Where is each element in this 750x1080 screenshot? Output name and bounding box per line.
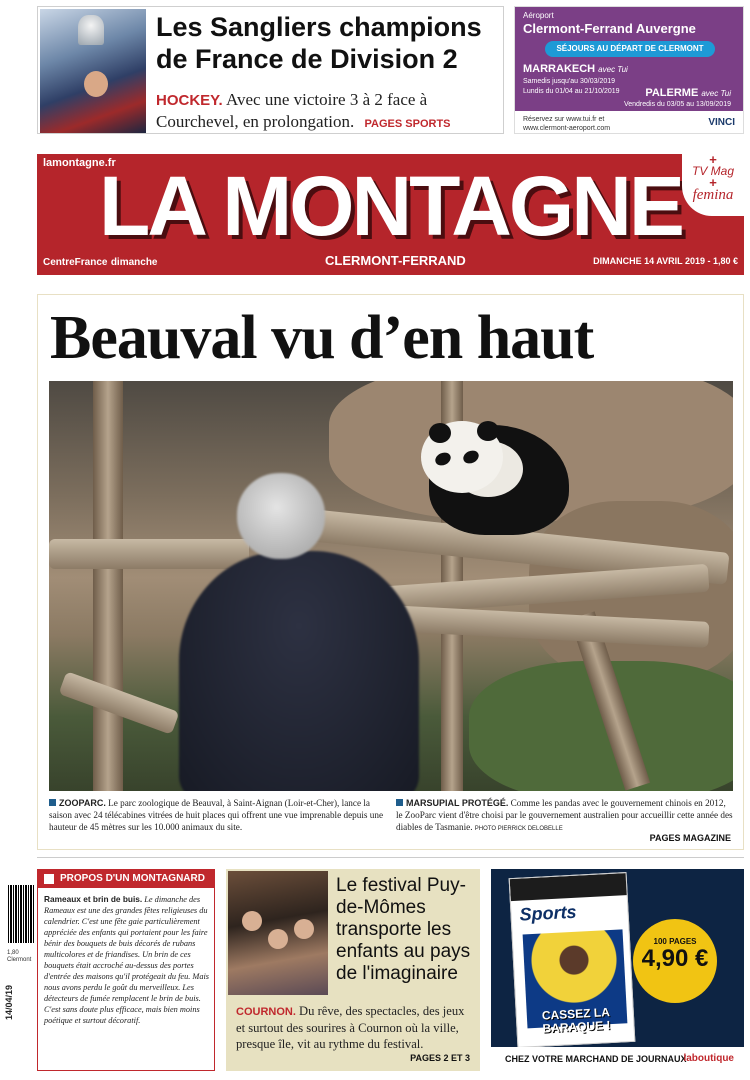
cover-headline: CASSEZ LA BARAQUE ! xyxy=(541,1005,611,1036)
caption-right-text: Comme les pandas avec le gouvernement chinois en 2012, le ZooParc vient d'être choisi par le gouvernement australien pour accueillir cette année des diables de Tasmanie. xyxy=(396,798,733,832)
ad-dest2-with: avec Tui xyxy=(701,89,731,98)
magazine-cover xyxy=(509,872,636,1048)
festival-kicker: COURNON. xyxy=(236,1006,296,1018)
ad-dest-palerme xyxy=(645,87,731,99)
festival-ref: PAGES 2 ET 3 xyxy=(410,1053,470,1063)
festival-photo xyxy=(228,871,328,995)
femina-label: femina xyxy=(692,187,734,203)
visitor-head xyxy=(237,473,325,559)
edition-city: CLERMONT-FERRAND xyxy=(325,253,466,268)
ad-dest1-dates-a: Samedis jusqu'au 30/03/2019 xyxy=(523,78,616,85)
plus-icon: + xyxy=(709,175,717,190)
top-teaser[interactable] xyxy=(37,6,504,134)
propos-column[interactable] xyxy=(37,869,215,1071)
airport-ad[interactable] xyxy=(514,6,744,134)
ad-dest1-with: avec Tui xyxy=(598,65,628,74)
festival-body xyxy=(236,1003,472,1052)
teaser-title: Les Sangliers champions de France de Division 2 xyxy=(156,12,482,74)
photo-credit: PHOTO PIERRICK DELOBELLE xyxy=(474,826,563,832)
festival-text: Du rêve, des spectacles, des jeux et surtout des sourires à Cournon où la ville, presque île, vit au rythme du festival. xyxy=(236,1004,465,1051)
caption-left-text: Le parc zoologique de Beauval, à Saint-Aignan (Loir-et-Cher), lance la saison avec 24 télécabines vitrées de huit places qui offrent une vue imprenable depuis une hauteur de 45 mètres sur les 10.000 animaux du site. xyxy=(49,798,384,832)
propos-text: Le dimanche des Rameaux est une des grandes fêtes religieuses du calendrier. C'est une fête gaie particulièrement appréciée des enfants qui portaient pour les faire bénir des bouquets de buis décorés de rubans multicolores et de friandises. Un brin de ces bouquets était accroché au-dessus des portes d'entrée des maisons qu'il protégeait du feu. Mais nous avons perdu le goût du merveilleux. Les détecteurs de fumée remplacent le brin de buis. C'est sans doute plus efficace, mais bien moins poétique et surtout décoratif. xyxy=(44,895,210,1025)
child-shape xyxy=(294,919,314,939)
panda-ear-shape xyxy=(429,423,451,443)
price-value: 4,90 € xyxy=(641,945,709,972)
panda-ear-shape xyxy=(477,421,499,441)
caption-zooparc xyxy=(49,797,387,833)
divider xyxy=(37,857,744,858)
main-headline: Beauval vu d’en haut xyxy=(50,304,594,372)
ad-dest1-dates-b: Lundis du 01/04 au 21/10/2019 xyxy=(523,88,620,95)
visitor-silhouette xyxy=(179,551,419,791)
caption-left-kicker: ZOOPARC. xyxy=(59,798,106,808)
group-suffix: dimanche xyxy=(110,257,158,268)
newspaper-title: LA MONTAGNE xyxy=(99,159,682,253)
propos-heading: PROPOS D'UN MONTAGNARD xyxy=(38,870,214,888)
plus-icon: + xyxy=(709,152,717,167)
teaser-body xyxy=(156,89,501,135)
ad-foot-line1: Réservez sur www.tui.fr et xyxy=(523,116,605,123)
caption-marsupial xyxy=(396,797,734,835)
ad-airport-small: Aéroport xyxy=(523,11,554,20)
main-ref: PAGES MAGAZINE xyxy=(649,833,731,843)
trophy-shape xyxy=(78,15,104,45)
child-shape xyxy=(242,911,262,931)
wood-post xyxy=(93,381,123,791)
edge-date: 14/04/19 xyxy=(4,984,14,1020)
bullet-square-icon xyxy=(49,799,56,806)
sports-mag-ad[interactable] xyxy=(491,869,744,1071)
supplements-badge xyxy=(682,154,744,216)
ad-dest2-name: PALERME xyxy=(645,87,699,99)
teaser-text: Avec une victoire 3 à 2 face à Courchevel, en prolongation. xyxy=(156,90,428,131)
player-face-shape xyxy=(84,71,108,97)
propos-lead: Rameaux et brin de buis. xyxy=(44,894,143,904)
barcode xyxy=(8,885,34,943)
ad-dest2-dates: Vendredis du 03/05 au 13/09/2019 xyxy=(623,101,731,108)
group-name: CentreFrance xyxy=(43,257,108,268)
edge-info xyxy=(7,950,33,964)
propos-body xyxy=(44,894,210,1026)
log-shape xyxy=(49,539,249,569)
festival-title: Le festival Puy-de-Mômes transporte les enfants au pays de l'imaginaire xyxy=(336,875,471,984)
ad-airport-name: Clermont-Ferrand Auvergne xyxy=(523,21,696,36)
masthead xyxy=(37,154,744,275)
ad-dest1-dates xyxy=(523,77,620,97)
ad-dest-marrakech xyxy=(523,63,628,75)
caption-right-kicker: MARSUPIAL PROTÉGÉ. xyxy=(406,798,509,808)
child-shape xyxy=(268,929,288,949)
boutique-logo[interactable]: laboutique xyxy=(683,1053,734,1064)
issue-date-price: DIMANCHE 14 AVRIL 2019 - 1,80 € xyxy=(593,256,738,266)
ad-airport-banner: SÉJOURS AU DÉPART DE CLERMONT xyxy=(545,41,715,57)
price-badge xyxy=(633,919,717,1003)
festival-story[interactable] xyxy=(226,869,480,1071)
site-url[interactable]: lamontagne.fr xyxy=(43,157,116,169)
airport-ad-panel xyxy=(515,7,743,111)
ad-sports-footer xyxy=(491,1047,744,1071)
bullet-square-icon xyxy=(396,799,403,806)
teaser-ref: PAGES SPORTS xyxy=(364,118,451,130)
main-story[interactable] xyxy=(37,294,744,850)
teaser-kicker: HOCKEY. xyxy=(156,92,223,109)
ad-foot-line2: www.clermont-aeroport.com xyxy=(523,125,611,132)
ad-dest1-name: MARRAKECH xyxy=(523,63,596,75)
ad-airport-footer xyxy=(523,115,610,133)
edge-price: 1,80 xyxy=(7,950,19,956)
hockey-photo xyxy=(40,9,146,133)
panda-photo xyxy=(49,381,733,791)
vinci-logo: VINCI xyxy=(708,117,735,128)
tv-mag-label: TV Mag xyxy=(691,164,734,178)
magazine-logo: Sports xyxy=(519,901,578,925)
cover-strip xyxy=(510,873,629,901)
page-count: 100 PAGES xyxy=(653,937,697,946)
centre-france-logo xyxy=(43,254,158,268)
ad-foot-text: CHEZ VOTRE MARCHAND DE JOURNAUX xyxy=(505,1054,687,1064)
edge-label: Clermont xyxy=(7,957,32,963)
